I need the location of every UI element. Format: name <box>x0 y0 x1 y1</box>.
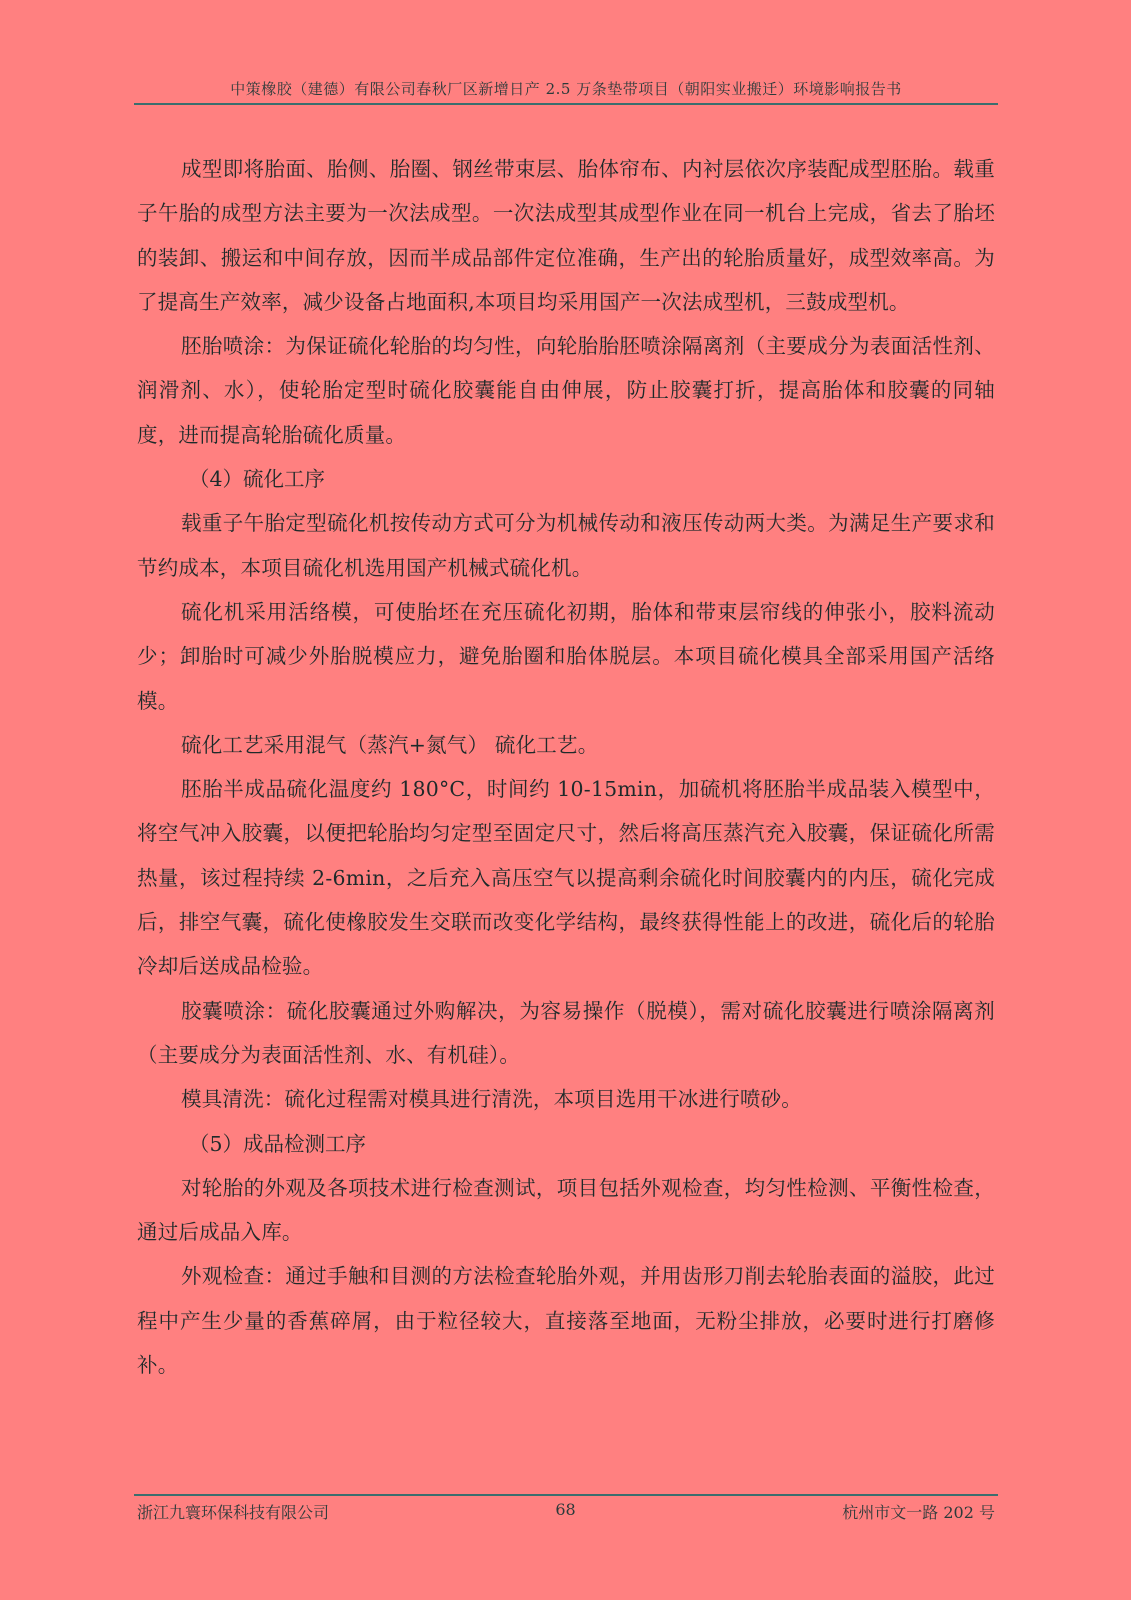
paragraph-inspection-tests: 对轮胎的外观及各项技术进行检查测试，项目包括外观检查，均匀性检测、平衡性检查，通过后成品入库。 <box>137 1175 995 1245</box>
header-divider <box>134 103 998 105</box>
paragraph-mold-cleaning: 模具清洗：硫化过程需对模具进行清洗，本项目选用干冰进行喷砂。 <box>181 1087 802 1112</box>
paragraph-mixed-gas: 硫化工艺采用混气（蒸汽+氮气） 硫化工艺。 <box>181 732 599 757</box>
page-header-title: 中策橡胶（建德）有限公司春秋厂区新增日产 2.5 万条垫带项目（朝阳实业搬迁）环境影响报告书 <box>230 80 902 98</box>
paragraph-forming: 成型即将胎面、胎侧、胎圈、钢丝带束层、胎体帘布、内衬层依次序装配成型胚胎。载重子午胎的成型方法主要为一次法成型。一次法成型其成型作业在同一机台上完成，省去了胎坯的装卸、搬运和中间存放，因而半成品部件定位准确，生产出的轮胎质量好，成型效率高。为了提高生产效率，减少设备占地面积,本项目均采用国产一次法成型机，三鼓成型机。 <box>137 157 995 314</box>
paragraph-vulcanization-process: 胚胎半成品硫化温度约 180°C，时间约 10-15min，加硫机将胚胎半成品装入模型中，将空气冲入胶囊，以便把轮胎均匀定型至固定尺寸，然后将高压蒸汽充入胶囊，保证硫化所需热量，该过程持续 2-6min，之后充入高压空气以提高剩余硫化时间胶囊内的内压，硫化完成后，排空气囊，硫化使橡胶发生交联而改变化学结构，最终获得性能上的改进，硫化后的轮胎冷却后送成品检验。 <box>137 777 995 979</box>
footer-divider <box>134 1494 998 1496</box>
paragraph-appearance-check: 外观检查：通过手触和目测的方法检查轮胎外观，并用齿形刀削去轮胎表面的溢胶，此过程中产生少量的香蕉碎屑，由于粒径较大，直接落至地面，无粉尘排放，必要时进行打磨修补。 <box>137 1264 995 1378</box>
paragraph-bladder-spraying: 胶囊喷涂：硫化胶囊通过外购解决，为容易操作（脱模），需对硫化胶囊进行喷涂隔离剂（主要成分为表面活性剂、水、有机硅）。 <box>137 998 995 1067</box>
footer-page-number: 68 <box>555 1500 576 1519</box>
footer-company: 浙江九寰环保科技有限公司 <box>137 1503 330 1522</box>
page-body <box>137 147 995 1387</box>
paragraph-segmented-mold: 硫化机采用活络模，可使胎坯在充压硫化初期，胎体和带束层帘线的伸张小，胶料流动少；卸胎时可减少外胎脱模应力，避免胎圈和胎体脱层。本项目硫化模具全部采用国产活络模。 <box>137 599 995 713</box>
section-heading-vulcanization: （4）硫化工序 <box>189 467 326 492</box>
footer-address: 杭州市文一路 202 号 <box>842 1503 995 1522</box>
paragraph-embryo-spraying: 胚胎喷涂：为保证硫化轮胎的均匀性，向轮胎胎胚喷涂隔离剂（主要成分为表面活性剂、润滑剂、水），使轮胎定型时硫化胶囊能自由伸展，防止胶囊打折，提高胎体和胶囊的同轴度，进而提高轮胎硫化质量。 <box>137 334 995 447</box>
section-heading-inspection: （5）成品检测工序 <box>189 1131 367 1156</box>
paragraph-vulcanizer-type: 载重子午胎定型硫化机按传动方式可分为机械传动和液压传动两大类。为满足生产要求和节约成本，本项目硫化机选用国产机械式硫化机。 <box>137 511 995 580</box>
